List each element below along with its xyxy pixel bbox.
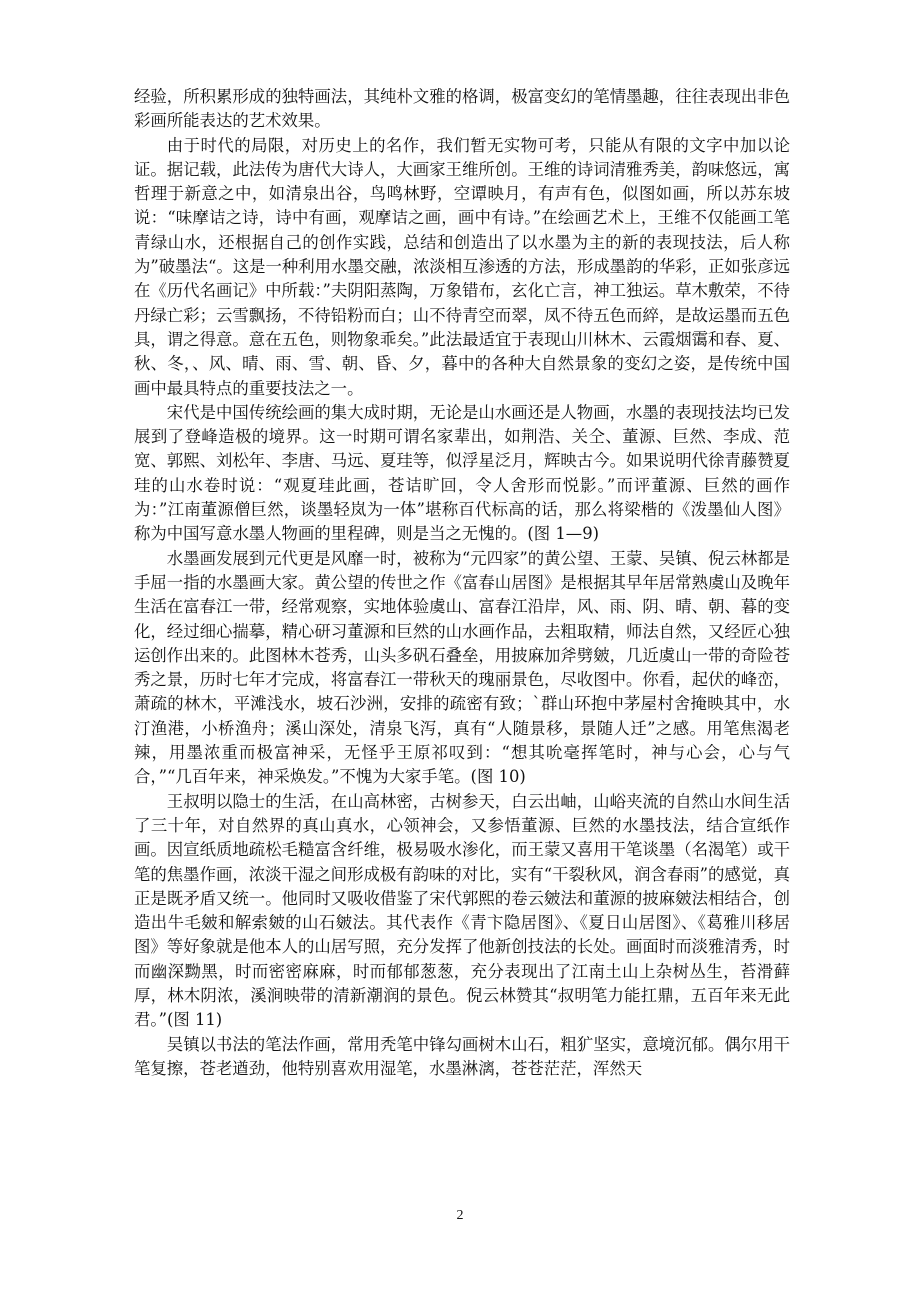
- paragraph-yuan-dynasty: 水墨画发展到元代更是风靡一时，被称为“元四家”的黄公望、王蒙、吴镇、倪云林都是手屈一指的水墨画大家。黄公望的传世之作《富春山居图》是根据其早年居常熟虞山及晚年生活在富春江一带，经常观察，实地体验虞山、富春江沿岸，风、雨、阴、晴、朝、暮的变化，经过细心揣摹，精心研习董源和巨然的山水画作品，去粗取精，师法自然，又经匠心独运创作出来的。此图林木苍秀，山头多矾石叠垒，用披麻加斧劈皴，几近虞山一带的奇险苍秀之景，历时七年才完成，将富春江一带秋天的瑰丽景色，尽收图中。你看，起伏的峰峦，萧疏的林木，平滩浅水，坡石沙洲，安排的疏密有致；`群山环抱中茅屋村舍掩映其中，水汀渔港，小桥渔舟；溪山深处，清泉飞泻，真有“人随景移，景随人迁”之感。用笔焦渴老辣，用墨浓重而极富神采，无怪乎王原祁叹到：“想其吮毫挥笔时，神与心会，心与气合，”“几百年来，神采焕发。”不愧为大家手笔。(图 10): [134, 548, 791, 787]
- paragraph-continuation: 经验，所积累形成的独特画法，其纯朴文雅的格调，极富变幻的笔情墨趣，往往表现出非色彩画所能表达的艺术效果。: [134, 87, 790, 131]
- body-text: [134, 85, 790, 1081]
- paragraph-song-dynasty: 宋代是中国传统绘画的集大成时期，无论是山水画还是人物画，水墨的表现技法均已发展到了登峰造极的境界。这一时期可谓名家辈出，如荆浩、关仝、董源、巨然、李成、范宽、郭熙、刘松年、李唐、马远、夏珪等，似浮星泛月，辉映古今。如果说明代徐青藤赞夏珪的山水卷时说：“观夏珪此画，苍诘旷回，令人舍形而悦影。”而评董源、巨然的画作为：”江南董源僧巨然，谈墨轻岚为一体”堪称百代标高的话，那么将梁楷的《泼墨仙人图》称为中国写意水墨人物画的里程碑，则是当之无愧的。(图 1—9): [134, 402, 790, 544]
- paragraph-wang-shuming: 王叔明以隐士的生活，在山高林密，古树参天，白云出岫，山峪夹流的自然山水间生活了三十年，对自然界的真山真水，心领神会，又参悟董源、巨然的水墨技法，结合宣纸作画。因宣纸质地疏松毛糙富含纤维，极易吸水渗化，而王蒙又喜用干笔谈墨（名渴笔）或干笔的焦墨作画，浓淡干湿之间形成极有韵味的对比，实有“干裂秋风，润含春雨”的感觉，真正是既矛盾又统一。他同时又吸收借鉴了宋代郭熙的卷云皴法和董源的披麻皴法相结合，创造出牛毛皴和解索皴的山石皴法。其代表作《青卞隐居图》、《夏日山居图》、《葛雅川移居图》等好象就是他本人的山居写照，充分发挥了他新创技法的长处。画面时而淡雅清秀，时而幽深黝黑，时而密密麻麻，时而郁郁葱葱，充分表现出了江南土山上杂树丛生，苔滑藓厚，林木阴浓，溪涧映带的清新潮润的景色。倪云林赞其“叔明笔力能扛鼎，五百年来无此君。”(图 11): [134, 791, 790, 1030]
- paragraph-wu-zhen: 吴镇以书法的笔法作画，常用秃笔中锋勾画树木山石，粗犷坚实，意境沉郁。偶尔用干笔复擦，苍老遒劲，他特别喜欢用湿笔，水墨淋漓，苍苍茫茫，浑然天: [134, 1034, 790, 1078]
- page-number: 2: [456, 1208, 464, 1223]
- paragraph-wang-wei: 由于时代的局限，对历史上的名作，我们暂无实物可考，只能从有限的文字中加以论证。据记载，此法传为唐代大诗人，大画家王维所创。王维的诗词清雅秀美，韵味悠远，寓哲理于新意之中，如清泉出谷，鸟鸣林野，空谭映月，有声有色，似图如画，所以苏东坡说：“味摩诘之诗，诗中有画，观摩诘之画，画中有诗。”在绘画艺术上，王维不仅能画工笔青绿山水，还根据自己的创作实践，总结和创造出了以水墨为主的新的表现技法，后人称为”破墨法“。这是一种利用水墨交融，浓淡相互渗透的方法，形成墨韵的华彩，正如张彦远在《历代名画记》中所载：”夫阴阳蒸陶，万象错布，玄化亡言，神工独运。草木敷荣，不待丹绿亡彩；云雪飘扬，不待铅粉而白；山不待青空而翠，凤不待五色而綷，是故运墨而五色具，谓之得意。意在五色，则物象乖矣。”此法最适宜于表现山川林木、云霞烟霭和春、夏、秋、冬，、风、晴、雨、雪、朝、昏、夕，暮中的各种大自然景象的变幻之姿，是传统中国画中最具特点的重要技法之一。: [134, 135, 790, 398]
